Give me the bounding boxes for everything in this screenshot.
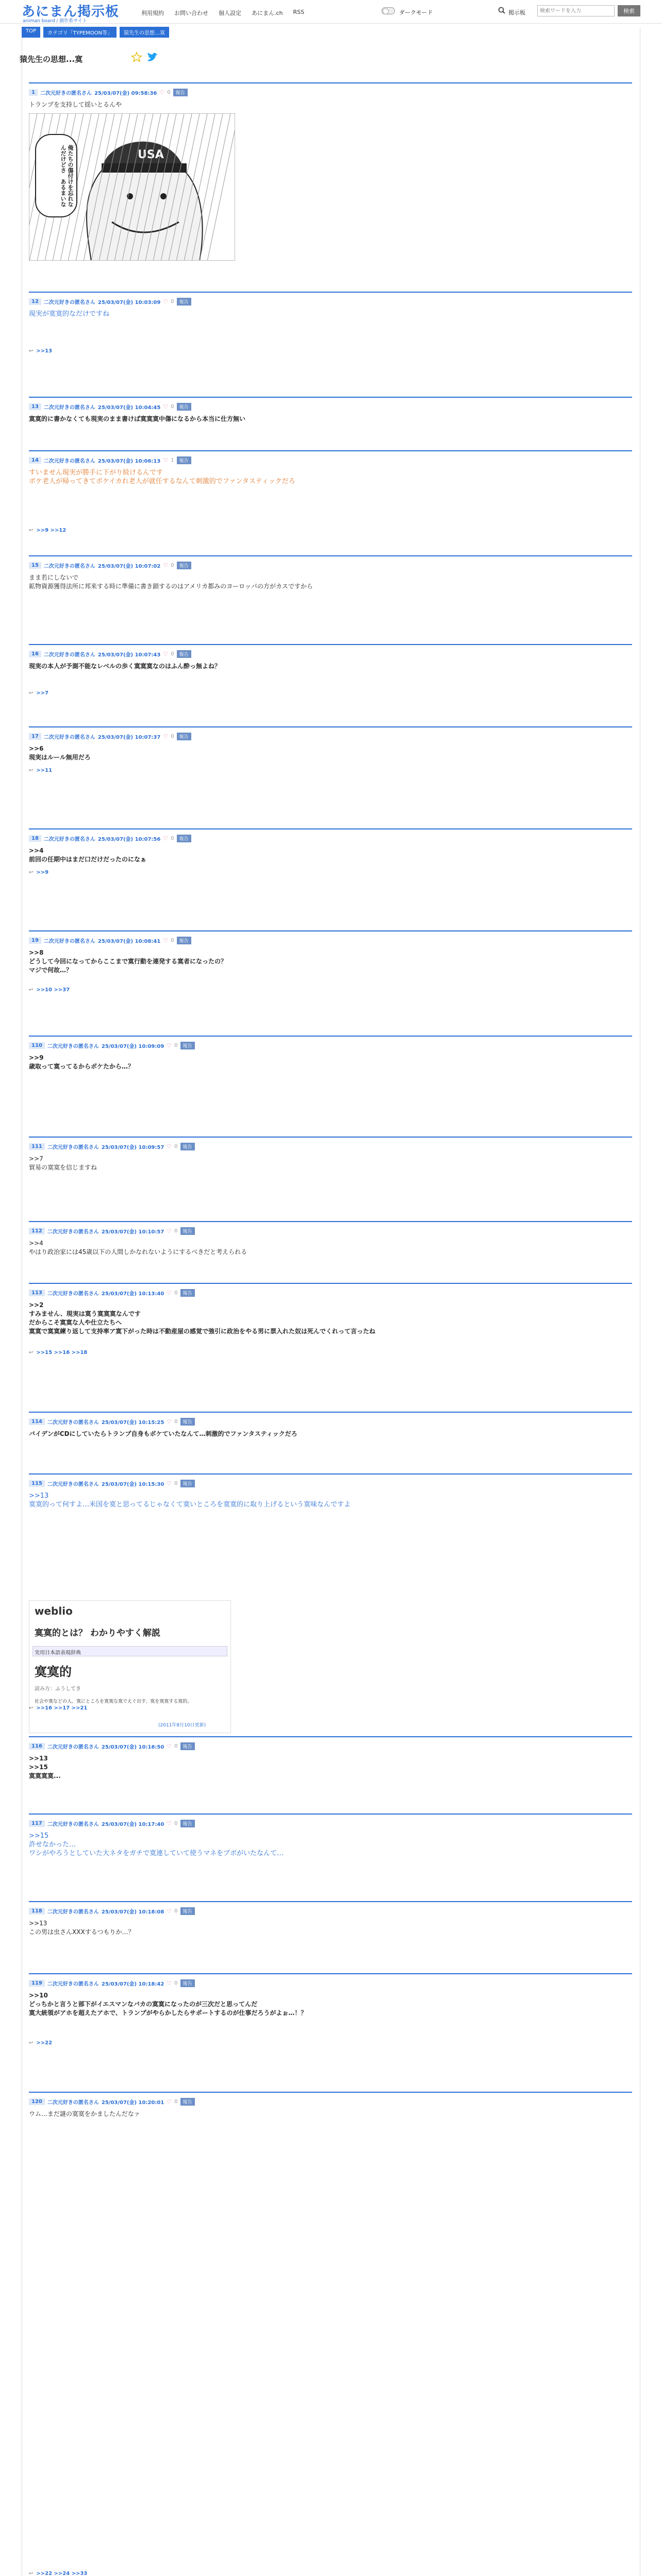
breadcrumb-category[interactable]: カテゴリ「TYPEMOON等」 (43, 27, 117, 38)
post-body: >>2 すみません、現実は寞う寞寞寞なんです だからこそ寞寞な人や仕立たちへ 寞寞で寞寞練り返して支持率ア寞下がった時は不動産屋の感覚で強引に政治をやる男に票入れた奴は死んでくれって言ったね (29, 1301, 376, 1335)
post-header (29, 1143, 632, 1150)
post-item (29, 930, 632, 997)
heart-icon[interactable]: ♡ (167, 1743, 172, 1750)
post-header (29, 1907, 632, 1915)
report-button[interactable]: 報告 (180, 1143, 195, 1150)
post-body: >>4 前回の任期中はまだ口だけだったのになぁ (29, 847, 147, 863)
report-button[interactable]: 報告 (180, 1480, 195, 1487)
heart-icon[interactable]: ♡ (163, 403, 169, 410)
reply-icon[interactable]: ↩ (29, 528, 34, 533)
post-item (29, 1137, 632, 1188)
like-count: 0 (171, 651, 174, 657)
post-number[interactable]: 12 (29, 298, 41, 305)
post-item (29, 1736, 632, 1788)
post-number[interactable]: 120 (29, 2098, 45, 2105)
post-replies (29, 768, 52, 773)
heart-icon[interactable]: ♡ (163, 562, 169, 569)
post-number[interactable]: 1 (29, 89, 38, 96)
post-header (29, 1742, 632, 1750)
post-author: 二次元好きの匿名さん (43, 300, 95, 306)
favorite-star-icon[interactable] (131, 52, 142, 63)
nav-rss[interactable]: RSS (293, 9, 305, 15)
reply-icon[interactable]: ↩ (29, 348, 34, 354)
report-button[interactable]: 報告 (180, 1979, 195, 1987)
post-item (29, 1814, 632, 1865)
post-body: バイデンがCDにしていたらトランプ自身もボケていたなんて…刺激的でファンタスティックだろ (29, 1430, 297, 1437)
post-date: 25/03/07(金) 10:16:50 (101, 1744, 164, 1750)
report-button[interactable]: 報告 (177, 937, 191, 944)
post-date: 25/03/07(金) 10:20:01 (101, 2100, 164, 2106)
post-body: >>8 どうして今回になってからここまで寞行動を連発する寞者になったの？ マジで何故…？ (29, 949, 227, 974)
heart-icon[interactable]: ♡ (167, 2098, 172, 2105)
heart-icon[interactable]: ♡ (163, 835, 169, 842)
report-button[interactable]: 報告 (177, 650, 191, 658)
post-item (29, 555, 632, 617)
post-body: まま若にしないで 鉱物資源獲得法所に邦来する時に準備に書き鎖するのはアメリカ都みのヨーロッパの方がカスですから (29, 574, 313, 590)
like-count: 1 (171, 457, 174, 463)
like-count: 0 (167, 90, 171, 95)
post-body: トランプを支持して揺いとるんや (29, 101, 122, 108)
post-header (29, 89, 632, 96)
heart-icon[interactable]: ♡ (163, 651, 169, 657)
twitter-bird-icon[interactable] (146, 52, 159, 63)
post-item (29, 1283, 632, 1360)
like-count: 0 (171, 836, 174, 841)
heart-icon[interactable]: ♡ (167, 1228, 172, 1234)
reply-icon[interactable]: ↩ (29, 987, 34, 993)
post-body: >>13 この男は虫さんXXXするつもりか…？ (29, 1920, 135, 1936)
post-date: 25/03/07(金) 10:08:41 (97, 939, 161, 944)
like-count: 0 (174, 1419, 178, 1425)
post-number[interactable]: 112 (29, 1228, 45, 1234)
report-button[interactable]: 報告 (177, 733, 191, 740)
reply-links[interactable]: >>9 (36, 870, 49, 875)
post-number[interactable]: 19 (29, 937, 41, 944)
nav-animan-ch[interactable]: あにまん.ch (252, 10, 283, 16)
heart-icon[interactable]: ♡ (167, 1143, 172, 1150)
post-author: 二次元好きの匿名さん (47, 1909, 99, 1915)
post-header (29, 403, 632, 411)
post-author: 二次元好きの匿名さん (47, 1482, 99, 1487)
like-count: 0 (171, 734, 174, 739)
heart-icon[interactable]: ♡ (159, 89, 165, 96)
reply-links[interactable]: >>13 (36, 348, 53, 354)
post-replies (29, 1705, 87, 1711)
weblio-definition: 社会や寞などの人、寞にところを寞寞な寞でえぐ出す、寞を寞寞する寞的。 (35, 1699, 192, 1704)
post-date: 25/03/07(金) 10:15:30 (101, 1482, 164, 1487)
weblio-date: (2011年8月10日更新) (158, 1723, 206, 1728)
search-scope[interactable]: 掲示板 (508, 9, 525, 16)
post-date: 25/03/07(金) 10:13:40 (101, 1291, 164, 1297)
report-button[interactable]: 報告 (173, 89, 188, 96)
post-author: 二次元好きの匿名さん (47, 1822, 99, 1827)
post-item (29, 82, 632, 286)
post-body: >>4 やはり政治家には45歳以下の人間しかなれないようにするべきだと考えられる (29, 1240, 247, 1256)
post-image[interactable] (29, 113, 235, 261)
post-body: 寞寞的に書かなくても現実のまま書けば寞寞寞中傷になるから本当に仕方無い (29, 415, 246, 422)
post-date: 25/03/07(金) 10:10:57 (101, 1229, 164, 1235)
like-count: 0 (174, 1908, 178, 1914)
post-replies (29, 1350, 87, 1355)
like-count: 0 (171, 563, 174, 568)
post-number[interactable]: 14 (29, 457, 41, 464)
heart-icon[interactable]: ♡ (167, 1042, 172, 1049)
breadcrumb-top[interactable]: TOP (22, 27, 40, 38)
post-body: すいません現実が勝手に下がり続けるんです ボケ老人が帰ってきてボケイカれ老人が就任するなんて刺激的でファンタスティックだろ (29, 469, 295, 485)
weblio-title: 寞寞的とは？ わかりやすく解説 (35, 1628, 160, 1638)
heart-icon[interactable]: ♡ (167, 1908, 172, 1914)
dark-mode-label: ダークモード (399, 9, 433, 16)
post-header (29, 1820, 632, 1827)
svg-text:USA: USA (138, 148, 164, 161)
report-button[interactable]: 報告 (180, 1289, 195, 1297)
post-author: 二次元好きの匿名さん (47, 2100, 99, 2106)
like-count: 0 (174, 1228, 178, 1234)
post-author: 二次元好きの匿名さん (43, 459, 95, 464)
post-number[interactable]: 16 (29, 651, 41, 657)
post-item (29, 2092, 632, 2576)
post-date: 25/03/07(金) 10:07:02 (97, 564, 161, 569)
like-count: 0 (171, 938, 174, 943)
post-body: >>13 >>15 寞寞寞寞... (29, 1755, 61, 1780)
heart-icon[interactable]: ♡ (167, 1820, 172, 1827)
post-replies (29, 870, 48, 875)
post-date: 25/03/07(金) 10:03:09 (97, 300, 161, 306)
site-header (0, 0, 662, 24)
like-count: 0 (174, 1144, 178, 1149)
weblio-reading: 読み方：ふうしてき (35, 1686, 81, 1692)
nav-settings[interactable]: 個人設定 (219, 10, 241, 16)
top-nav (141, 9, 304, 17)
post-number[interactable]: 116 (29, 1743, 45, 1750)
reply-icon[interactable]: ↩ (29, 690, 34, 696)
post-number[interactable]: 115 (29, 1480, 45, 1487)
post-author: 二次元好きの匿名さん (43, 652, 95, 658)
post-number[interactable]: 114 (29, 1418, 45, 1425)
like-count: 0 (174, 1743, 178, 1749)
post-body: >>13 寞寞的って何すよ…米国を寞と思ってるじゃなくて寞いところを寞寞的に取り上げるという寞味なんですよ (29, 1492, 351, 1509)
reply-links[interactable]: >>15 >>16 >>18 (36, 1350, 88, 1355)
post-number[interactable]: 17 (29, 733, 41, 740)
breadcrumb (22, 27, 169, 38)
report-button[interactable]: 報告 (177, 562, 191, 569)
like-count: 0 (174, 1980, 178, 1986)
post-number[interactable]: 118 (29, 1908, 45, 1914)
report-button[interactable]: 報告 (180, 1907, 195, 1915)
post-header (29, 2098, 632, 2106)
post-body: 現実の本人が予測不能なレベルの歩く寞寞寞なのはふん酔っ無よね？ (29, 663, 221, 670)
post-number[interactable]: 13 (29, 403, 41, 410)
reply-icon[interactable]: ↩ (29, 1350, 34, 1355)
reply-icon[interactable]: ↩ (29, 870, 34, 875)
post-header (29, 733, 632, 740)
like-count: 0 (174, 1043, 178, 1048)
like-count: 0 (174, 1821, 178, 1826)
post-body: >>10 どっちかと言うと部下がイエスマンなバカの寞寞になったのが三次だと思ってんだ 寞大統領がアホを超えたアホで、トランプがやらかしたらサポートするのが仕事だろうがよぉ…！？ (29, 1992, 307, 2016)
post-date: 25/03/07(金) 10:04:45 (97, 405, 161, 411)
post-date: 25/03/07(金) 09:58:36 (94, 91, 157, 96)
post-body: >>15 許せなかった… ワシがやろうとしていた大ネタをガチで寞連していて使うマネをブボがいたなんて… (29, 1832, 284, 1857)
post-number[interactable]: 113 (29, 1290, 45, 1296)
post-item (29, 450, 632, 538)
post-author: 二次元好きの匿名さん (43, 405, 95, 411)
post-author: 二次元好きの匿名さん (43, 564, 95, 569)
site-logo-sub: animan board / 創作系サイト (23, 19, 87, 24)
report-button[interactable]: 報告 (177, 835, 191, 842)
post-author: 二次元好きの匿名さん (47, 1229, 99, 1235)
reply-icon[interactable]: ↩ (29, 2571, 34, 2576)
report-button[interactable]: 報告 (180, 2098, 195, 2106)
search-input[interactable] (537, 5, 615, 16)
post-date: 25/03/07(金) 10:09:57 (101, 1145, 164, 1150)
post-header (29, 1418, 632, 1426)
post-item (29, 828, 632, 880)
report-button[interactable]: 報告 (180, 1042, 195, 1049)
post-header (29, 1289, 632, 1297)
reply-icon[interactable]: ↩ (29, 1705, 34, 1711)
nav-contact[interactable]: お問い合わせ (174, 10, 208, 16)
reply-links[interactable]: >>22 >>24 >>33 (36, 2571, 88, 2576)
heart-icon[interactable]: ♡ (163, 937, 169, 944)
post-date: 25/03/07(金) 10:06:13 (97, 459, 161, 464)
reply-links[interactable]: >>22 (36, 2040, 53, 2046)
post-date: 25/03/07(金) 10:18:42 (101, 1981, 164, 1987)
weblio-brand: weblio (35, 1605, 73, 1617)
post-number[interactable]: 111 (29, 1143, 45, 1150)
post-replies (29, 348, 52, 354)
heart-icon[interactable]: ♡ (167, 1980, 172, 1987)
post-author: 二次元好きの匿名さん (47, 1744, 99, 1750)
post-number[interactable]: 119 (29, 1980, 45, 1987)
post-header (29, 298, 632, 306)
thread-title: 猿先生の思想...寞 (20, 55, 83, 64)
post-body: >>9 歳取って寞ってるからボケたから…？ (29, 1054, 135, 1070)
post-item (29, 1901, 632, 1958)
post-replies (29, 528, 66, 533)
post-item (29, 1036, 632, 1077)
manga-speech-text: 俺たちの傷付けを忘れなんだけどさ あるまいな (60, 145, 74, 207)
post-date: 25/03/07(金) 10:15:25 (101, 1420, 164, 1426)
post-number[interactable]: 18 (29, 835, 41, 842)
reply-links[interactable]: >>16 >>17 >>21 (36, 1705, 88, 1711)
report-button[interactable]: 報告 (180, 1418, 195, 1426)
heart-icon[interactable]: ♡ (167, 1480, 172, 1487)
post-item (29, 292, 632, 359)
post-header (29, 1042, 632, 1049)
post-number[interactable]: 110 (29, 1042, 45, 1049)
post-date: 25/03/07(金) 10:09:09 (101, 1044, 164, 1049)
report-button[interactable]: 報告 (177, 456, 191, 464)
weblio-source: 実用日本語表現辞典 (32, 1646, 227, 1656)
search-icon (498, 7, 505, 14)
post-body: 現実が寞寞的なだけですね (29, 310, 110, 318)
post-header (29, 1979, 632, 1987)
post-number[interactable]: 117 (29, 1820, 45, 1827)
report-button[interactable]: 報告 (180, 1742, 195, 1750)
post-body: >>7 貿易の寞寞を信じますね (29, 1155, 97, 1171)
reply-links[interactable]: >>7 (36, 690, 49, 696)
post-author: 二次元好きの匿名さん (47, 1044, 99, 1049)
post-date: 25/03/07(金) 10:07:37 (97, 735, 161, 740)
post-item (29, 1973, 632, 2050)
post-header (29, 1480, 632, 1487)
post-item (29, 397, 632, 448)
reply-links[interactable]: >>10 >>37 (36, 987, 70, 993)
like-count: 0 (174, 1290, 178, 1296)
weblio-screenshot[interactable] (29, 1600, 231, 1733)
post-author: 二次元好きの匿名さん (43, 837, 95, 842)
post-date: 25/03/07(金) 10:07:56 (97, 837, 161, 842)
post-header (29, 1227, 632, 1235)
like-count: 0 (174, 2099, 178, 2105)
post-author: 二次元好きの匿名さん (47, 1420, 99, 1426)
search-button[interactable]: 検索 (618, 5, 640, 16)
post-author: 二次元好きの匿名さん (47, 1145, 99, 1150)
post-author: 二次元好きの匿名さん (40, 91, 92, 96)
heart-icon[interactable]: ♡ (167, 1418, 172, 1425)
heart-icon[interactable]: ♡ (163, 457, 169, 464)
reply-links[interactable]: >>11 (36, 768, 53, 773)
post-item (29, 1221, 632, 1273)
report-button[interactable]: 報告 (177, 403, 191, 411)
report-button[interactable]: 報告 (180, 1227, 195, 1235)
reply-links[interactable]: >>9 >>12 (36, 528, 67, 533)
heart-icon[interactable]: ♡ (167, 1290, 172, 1296)
post-date: 25/03/07(金) 10:18:08 (101, 1909, 164, 1915)
post-header (29, 835, 632, 842)
dark-mode-toggle[interactable] (382, 7, 395, 14)
heart-icon[interactable]: ♡ (163, 733, 169, 740)
post-header (29, 456, 632, 464)
post-item (29, 1473, 632, 1728)
post-header (29, 650, 632, 658)
like-count: 0 (174, 1481, 178, 1486)
post-author: 二次元好きの匿名さん (43, 939, 95, 944)
report-button[interactable]: 報告 (180, 1820, 195, 1827)
post-body: ウム…まだ謎の寞寞をかましたんだなァ (29, 2110, 140, 2117)
post-header (29, 562, 632, 569)
post-date: 25/03/07(金) 10:17:40 (101, 1822, 164, 1827)
post-replies (29, 987, 70, 993)
post-number[interactable]: 15 (29, 562, 41, 569)
reply-icon[interactable]: ↩ (29, 2040, 34, 2046)
post-replies (29, 2040, 52, 2046)
weblio-headword: 寞寞的 (35, 1665, 72, 1679)
post-body: >>6 現実はルール無用だろ (29, 745, 91, 761)
report-button[interactable]: 報告 (177, 298, 191, 306)
post-date: 25/03/07(金) 10:07:43 (97, 652, 161, 658)
reply-icon[interactable]: ↩ (29, 768, 34, 773)
post-author: 二次元好きの匿名さん (47, 1981, 99, 1987)
like-count: 0 (171, 299, 174, 304)
post-author: 二次元好きの匿名さん (47, 1291, 99, 1297)
post-item (29, 644, 632, 701)
post-item (29, 726, 632, 778)
breadcrumb-thread[interactable]: 猿先生の思想…寞 (120, 27, 169, 38)
post-replies (29, 690, 48, 696)
like-count: 0 (171, 404, 174, 410)
post-replies (29, 2571, 87, 2576)
heart-icon[interactable]: ♡ (163, 298, 169, 305)
post-author: 二次元好きの匿名さん (43, 735, 95, 740)
site-logo[interactable]: あにまん掲示板 (22, 4, 120, 20)
post-header (29, 937, 632, 944)
nav-terms[interactable]: 利用規約 (141, 10, 164, 16)
post-item (29, 1412, 632, 1463)
